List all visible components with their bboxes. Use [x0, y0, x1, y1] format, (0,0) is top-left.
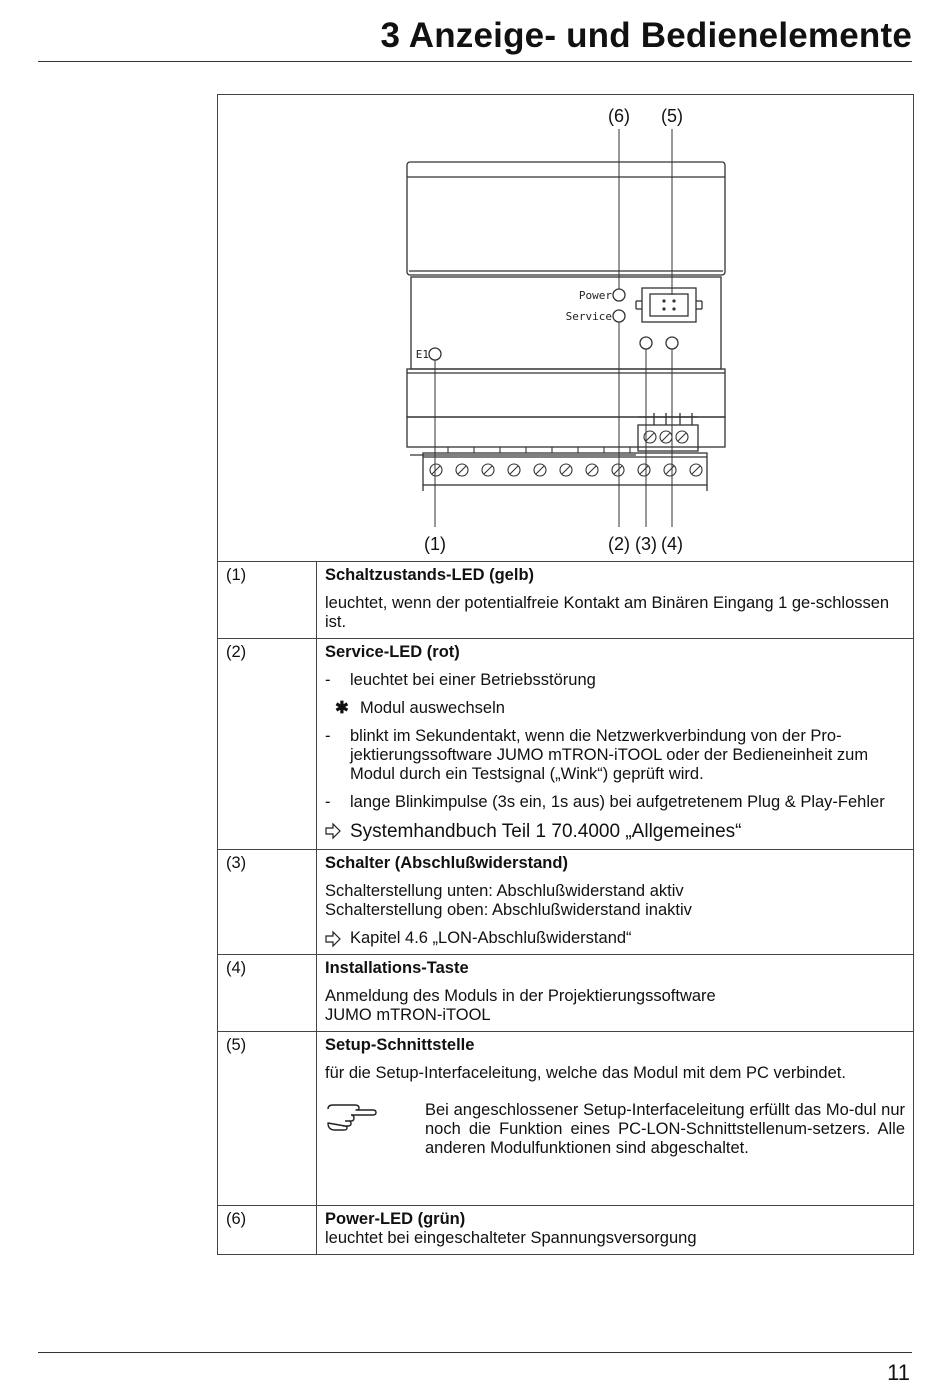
asterisk-icon: ✱ — [335, 699, 349, 717]
row-title: Installations-Taste — [325, 959, 469, 977]
row-text: für die Setup-Interfaceleitung, welche das Modul mit dem PC verbindet. — [325, 1064, 846, 1082]
power-label: Power — [578, 289, 612, 302]
row-description — [317, 1032, 914, 1206]
front-panel — [411, 277, 721, 369]
arrow-right-icon — [325, 929, 341, 954]
row-number: (2) — [218, 639, 317, 850]
housing-lower — [407, 369, 725, 417]
table-row — [218, 1032, 914, 1206]
callout-2: (2) — [608, 534, 630, 554]
install-button — [666, 337, 678, 349]
row-title: Power-LED (grün) — [325, 1210, 466, 1228]
row-number: (4) — [218, 955, 317, 1032]
note-box — [325, 1101, 905, 1199]
power-led — [613, 289, 625, 301]
callout-3: (3) — [635, 534, 657, 554]
service-label: Service — [565, 310, 612, 323]
page-number: 11 — [887, 1360, 910, 1385]
row-description — [317, 639, 914, 850]
row-number: (6) — [218, 1206, 317, 1255]
list-item-text: blinkt im Sekundentakt, wenn die Netzwerkverbindung von der Pro-jektierungssoftware JUMO mTRON-iTOOL oder der Bedieneinheit zum Modul durch ein Testsignal („Wink“) geprüft wird. — [350, 727, 869, 783]
list-item-text: leuchtet bei einer Betriebsstörung — [350, 671, 596, 689]
row-description — [317, 850, 914, 955]
row-text: leuchtet bei eingeschalteter Spannungsversorgung — [325, 1229, 697, 1247]
callout-4: (4) — [661, 534, 683, 554]
pointing-hand-icon — [325, 1101, 425, 1199]
list-item: - leuchtet bei einer Betriebsstörung — [325, 671, 596, 689]
row-title: Schalter (Abschlußwiderstand) — [325, 854, 568, 872]
callout-1: (1) — [424, 534, 446, 554]
table-row — [218, 955, 914, 1032]
header-divider — [38, 61, 912, 62]
housing-top — [407, 162, 725, 275]
list-item: - blinkt im Sekundentakt, wenn die Netzwerkverbindung von der Pro-jektierungssoftware JUMO mTRON-iTOOL oder der Bedieneinheit zum Modul durch ein Testsignal („Wink“) geprüft wird. — [325, 727, 869, 783]
table-row — [218, 1206, 914, 1255]
row-title: Service-LED (rot) — [325, 643, 460, 661]
row-description — [317, 955, 914, 1032]
row-title: Setup-Schnittstelle — [325, 1036, 475, 1054]
elements-table — [217, 94, 914, 1255]
arrow-right-icon — [325, 821, 341, 847]
device-diagram — [218, 95, 914, 561]
row-text: Schalterstellung oben: Abschlußwiderstand inaktiv — [325, 901, 692, 919]
page-title: 3 Anzeige- und Bedienelemente — [380, 16, 912, 55]
list-item-text: lange Blinkimpulse (3s ein, 1s aus) bei aufgetretenem Plug & Play-Fehler — [350, 793, 885, 811]
e1-label: E1 — [415, 348, 429, 361]
list-item: - lange Blinkimpulse (3s ein, 1s aus) bei aufgetretenem Plug & Play-Fehler — [325, 793, 885, 811]
cross-reference-text: Systemhandbuch Teil 1 70.4000 „Allgemeines“ — [350, 821, 742, 842]
row-text: leuchtet, wenn der potentialfreie Kontakt am Binären Eingang 1 ge-schlossen ist. — [325, 594, 890, 631]
table-row — [218, 639, 914, 850]
row-text: Schalterstellung unten: Abschlußwiderstand aktiv — [325, 882, 684, 900]
callout-5: (5) — [661, 106, 683, 126]
callout-6: (6) — [608, 106, 630, 126]
figure-row — [218, 95, 914, 562]
termination-switch — [640, 337, 652, 349]
cross-reference — [325, 821, 905, 843]
row-text: Anmeldung des Moduls in der Projektierungssoftware — [325, 987, 716, 1005]
table-row — [218, 850, 914, 955]
cross-reference-text: Kapitel 4.6 „LON-Abschlußwiderstand“ — [350, 929, 632, 947]
row-text: JUMO mTRON-iTOOL — [325, 1006, 491, 1024]
row-title: Schaltzustands-LED (gelb) — [325, 566, 535, 584]
action-hint-text: Modul auswechseln — [360, 699, 505, 717]
table-row — [218, 562, 914, 639]
row-number: (1) — [218, 562, 317, 639]
footer-divider — [38, 1352, 912, 1353]
figure-cell — [218, 95, 914, 562]
e1-led — [429, 348, 441, 360]
note-text: Bei angeschlossener Setup-Interfaceleitung erfüllt das Mo-dul nur noch die Funktion eines PC-LON-Schnittstellenum-setzers. Alle anderen Modulfunktionen sind abgeschaltet. — [425, 1101, 905, 1157]
action-hint — [325, 699, 905, 718]
cross-reference — [325, 929, 905, 948]
row-description — [317, 562, 914, 639]
row-number: (3) — [218, 850, 317, 955]
row-number: (5) — [218, 1032, 317, 1206]
row-description — [317, 1206, 914, 1255]
service-led — [613, 310, 625, 322]
